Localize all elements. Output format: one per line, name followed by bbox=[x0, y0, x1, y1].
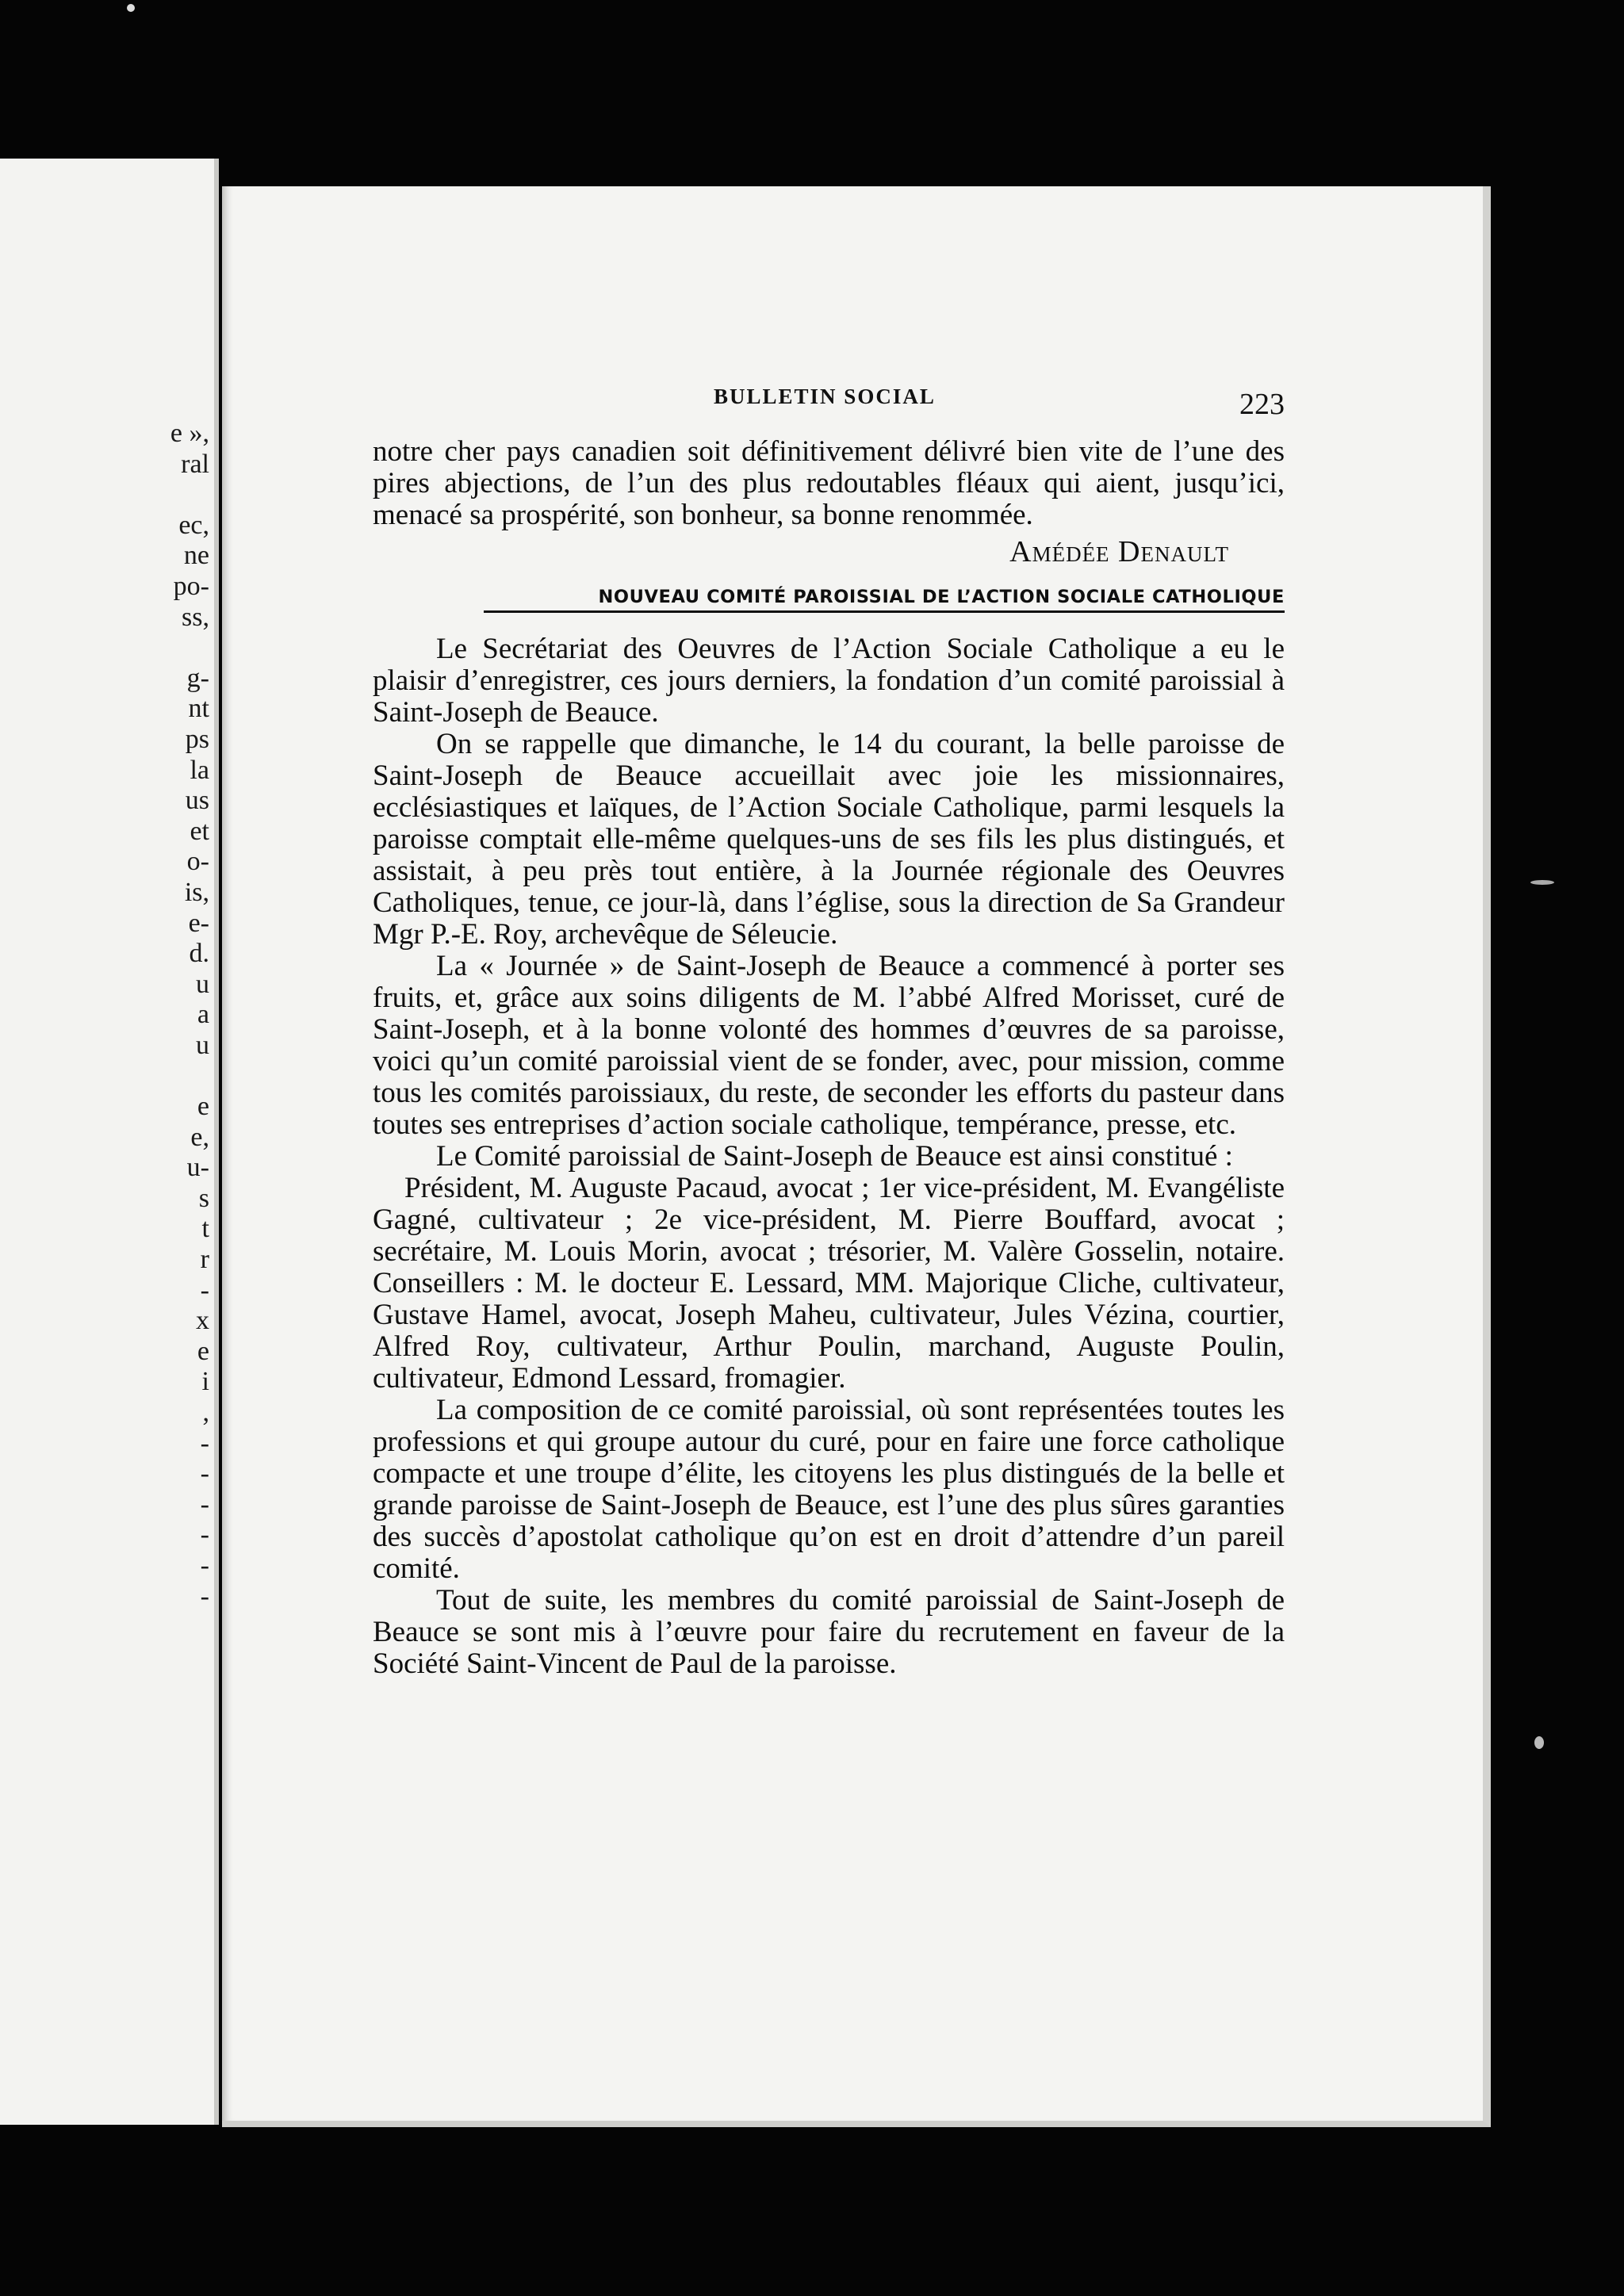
author-signature: Amédée Denault bbox=[1009, 535, 1229, 568]
facing-page bbox=[0, 159, 219, 2125]
body-paragraph: On se rappelle que dimanche, le 14 du courant, la belle paroisse de Saint-Joseph de Beauce accueillait avec joie les missionnaires, ecclésiastiques et laïques, de l’Action Sociale Catholique, parmi lesquels la paroisse comptait elle-même quelques-uns de ses fils les plus distingués, et assistait, à peu près tout entière, à la Journée régionale des Oeuvres Catholiques, tenue, ce jour-là, dans l’église, sous la direction de Sa Grandeur Mgr P.-E. Roy, archevêque de Séleucie. bbox=[373, 728, 1285, 951]
running-head: BULLETIN SOCIAL bbox=[714, 385, 936, 408]
closing-paragraph: notre cher pays canadien soit définitivement délivré bien vite de l’une des pires abjections, de l’un des plus redoutables fléaux qui aient, jusqu’ici, menacé sa prospérité, son bonheur, sa bonne renommée. bbox=[373, 435, 1285, 531]
body-paragraph: Tout de suite, les membres du comité paroissial de Saint-Joseph de Beauce se sont mis à l’œuvre pour faire du recrutement en faveur de la Société Saint-Vincent de Paul de la paroisse. bbox=[373, 1584, 1285, 1680]
committee-members-paragraph: Président, M. Auguste Pacaud, avocat ; 1er vice-président, M. Evangéliste Gagné, cultivateur ; 2e vice-président, M. Pierre Bouffard, avocat ; secrétaire, M. Louis Morin, avocat ; trésorier, M. Valère Gosselin, notaire. Conseillers : M. le docteur E. Lessard, MM. Majorique Cliche, cultivateur, Gustave Hamel, avocat, Joseph Maheu, cultivateur, Jules Vézina, courtier, Alfred Roy, cultivateur, Arthur Poulin, marchand, Auguste Poulin, cultivateur, Edmond Lessard, fromagier. bbox=[373, 1172, 1285, 1395]
page-number: 223 bbox=[1239, 388, 1285, 421]
dust-speck bbox=[1534, 1736, 1544, 1749]
body-paragraph: Le Comité paroissial de Saint-Joseph de Beauce est ainsi constitué : bbox=[436, 1140, 1233, 1173]
dust-speck bbox=[1530, 880, 1554, 885]
page-body bbox=[373, 436, 1285, 1680]
dust-speck bbox=[127, 4, 135, 12]
body-paragraph: Le Secrétariat des Oeuvres de l’Action Sociale Catholique a eu le plaisir d’enregistrer, ces jours derniers, la fondation d’un comité paroissial à Saint-Joseph de Beauce. bbox=[373, 633, 1285, 729]
body-paragraph: La « Journée » de Saint-Joseph de Beauce a commencé à porter ses fruits, et, grâce aux soins diligents de M. l’abbé Alfred Morisset, curé de Saint-Joseph, et à la bonne volonté des hommes d’œuvres de sa paroisse, voici qu’un comité paroissial vient de se fonder, avec, pour mission, comme tous les comités paroissiaux, du reste, de seconder les efforts du pasteur dans toutes ses entreprises d’action sociale catholique, tempérance, presse, etc. bbox=[373, 950, 1285, 1141]
body-paragraph: La composition de ce comité paroissial, où sont représentées toutes les professions et qui groupe autour du curé, pour en faire une force catholique compacte et une troupe d’élite, les citoyens les plus distingués de la belle et grande paroisse de Saint-Joseph de Beauce, est l’une des plus sûres garanties des succès d’apostolat catholique qu’on est en droit d’attendre d’un pareil comité. bbox=[373, 1394, 1285, 1585]
facing-page-edge-text: e », ral ec, ne po- ss, g- nt ps la us et o- is, e- d. u a u e e, u- s t r - x e i , - - - - - - bbox=[170, 419, 209, 1611]
section-title: NOUVEAU COMITÉ PAROISSIAL DE L’ACTION SOCIALE CATHOLIQUE bbox=[484, 585, 1285, 613]
